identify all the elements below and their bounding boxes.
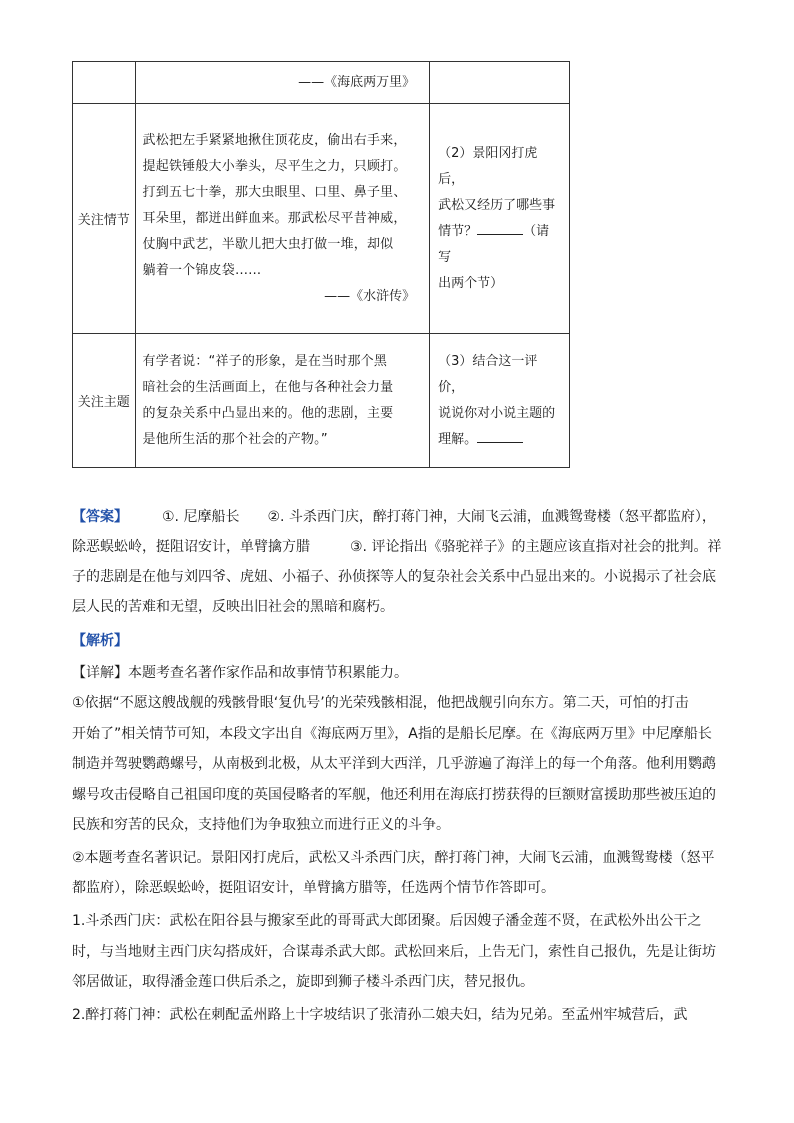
row-label: 关注情节	[73, 104, 136, 334]
answer-blank	[477, 428, 523, 443]
question-cell	[430, 104, 570, 334]
answer-line: 层人民的苦难和无望，反映出旧社会的黑暗和腐朽。	[72, 599, 394, 615]
answer-item-3: ③. 评论指出《骆驼祥子》的主题应该直指对社会的批判。祥	[350, 539, 722, 555]
passage-line: 耳朵里，都迸出鲜血来。那武松尽平昔神威，	[142, 210, 407, 226]
analysis-tag: 【解析】	[72, 633, 128, 649]
question-line: 说说你对小说主题的	[438, 405, 556, 421]
passage-line: 有学者说：“祥子的形象，是在当时那个黑	[142, 353, 388, 369]
analysis-line: 2.醉打蒋门神：武松在刺配孟州路上十字坡结识了张清孙二娘夫妇，结为兄弟。至孟州牢城营后，武	[72, 1007, 688, 1023]
analysis-line: 都监府），除恶蜈蚣岭，挺阻诏安计，单臂擒方腊等，任选两个情节作答即可。	[72, 880, 555, 896]
passage-line: 暗社会的生活画面上，在他与各种社会力量	[142, 379, 394, 395]
analysis-line: 开始了”相关情节可知，本段文字出自《海底两万里》，A指的是船长尼摩。在《海底两万里》中尼摩船长	[72, 726, 712, 742]
question-line: 情节？ （请写	[438, 219, 561, 271]
passage-line: 的复杂关系中凸显出来的。他的悲剧，主要	[142, 405, 394, 421]
passage-line: 提起铁锤般大小拳头，尽平生之力，只顾打。	[142, 158, 407, 174]
answer-line	[72, 533, 721, 561]
question-line: （3）结合这一评价，	[438, 353, 538, 395]
row-label-empty	[73, 62, 136, 104]
passage-line: 打到五七十拳，那大虫眼里、口里、鼻子里、	[142, 184, 407, 200]
row-label: 关注主题	[73, 334, 136, 468]
question-line: 出两个节）	[438, 275, 504, 291]
answer-line	[72, 503, 716, 531]
question-line: 武松又经历了哪些事	[438, 197, 556, 213]
passage-cell	[135, 62, 430, 104]
answer-blank	[477, 220, 523, 235]
passage-line: 仗胸中武艺，半歇儿把大虫打做一堆，却似	[142, 236, 394, 252]
table-row	[73, 62, 570, 104]
analysis-line: 邻居做证，取得潘金莲口供后杀之，旋即到狮子楼斗杀西门庆，替兄报仇。	[72, 974, 534, 990]
analysis-line: ②本题考查名著识记。景阳冈打虎后，武松又斗杀西门庆，醉打蒋门神，大闹飞云浦，血溅鸳鸯楼（怒平	[72, 850, 715, 866]
table-row	[73, 334, 570, 468]
table-row	[73, 104, 570, 334]
passage-line: 躺着一个锦皮袋……	[142, 262, 262, 278]
passage-line: 是他所生活的那个社会的产物。”	[142, 431, 328, 447]
question-line: 理解。	[438, 427, 561, 453]
source-citation: ——《水浒传》	[324, 288, 416, 304]
question-cell-empty	[430, 62, 570, 104]
passage-line: 武松把左手紧紧地揪住顶花皮，偷出右手来，	[142, 132, 407, 148]
analysis-line: 螺号攻击侵略自己祖国印度的英国侵略者的军舰，他还利用在海底打捞获得的巨额财富援助那些被压迫的	[72, 787, 716, 803]
answer-item-2-cont: 除恶蜈蚣岭，挺阻诏安计，单臂擒方腊	[72, 539, 310, 555]
answer-tag: 【答案】	[72, 509, 128, 525]
analysis-line: 1.斗杀西门庆：武松在阳谷县与搬家至此的哥哥武大郎团聚。后因嫂子潘金莲不贤，在武松外出公干之	[72, 913, 702, 929]
analysis-heading	[72, 627, 128, 655]
answer-item-1: ①. 尼摩船长	[162, 509, 240, 525]
answer-line: 子的悲剧是在他与刘四爷、虎妞、小福子、孙侦探等人的复杂社会关系中凸显出来的。小说揭示了社会底	[72, 569, 716, 585]
analysis-line: ①依据“不愿这艘战舰的残骸骨眼‘复仇号’的光荣残骸相混，他把战舰引向东方。第二天，可怕的打击	[72, 695, 689, 711]
question-line: （2）景阳冈打虎后，	[438, 145, 538, 187]
analysis-line: 制造并驾驶鹦鹉螺号，从南极到北极，从太平洋到大西洋，几乎游遍了海洋上的每一个角落。他利用鹦鹉	[72, 756, 716, 772]
source-citation: ——《海底两万里》	[298, 74, 416, 90]
analysis-line: 时，与当地财主西门庆勾搭成奸，合谋毒杀武大郎。武松回来后，上告无门，索性自己报仇，先是让街坊	[72, 944, 716, 960]
analysis-line: 民族和穷苦的民众，支持他们为争取独立而进行正义的斗争。	[72, 817, 450, 833]
answer-item-2: ②. 斗杀西门庆，醉打蒋门神，大闹飞云浦，血溅鸳鸯楼（怒平都监府），	[267, 509, 716, 525]
question-cell	[430, 334, 570, 468]
analysis-line: 【详解】本题考查名著作家作品和故事情节积累能力。	[72, 665, 408, 681]
passage-cell	[135, 104, 430, 334]
question-table	[72, 61, 570, 468]
passage-cell	[135, 334, 430, 468]
